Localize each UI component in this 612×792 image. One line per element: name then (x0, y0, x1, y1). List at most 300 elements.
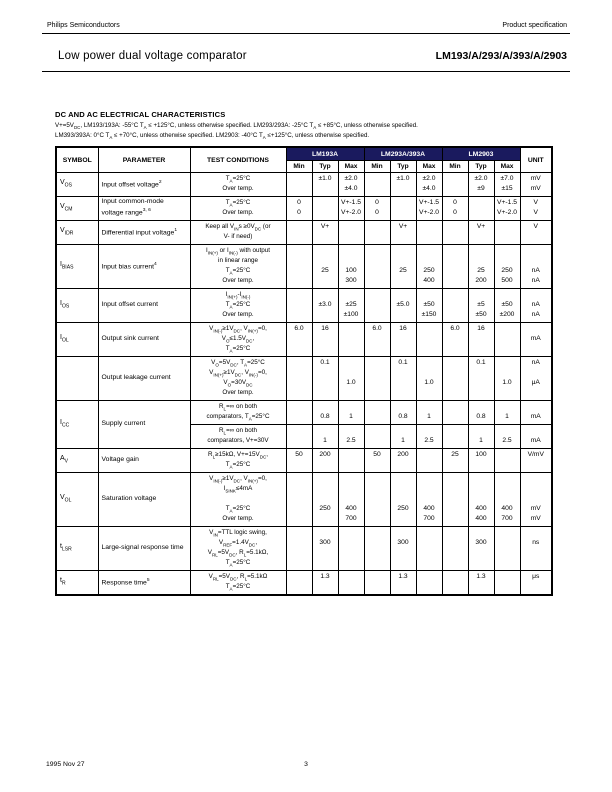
value-line (313, 484, 338, 494)
value-cell (442, 172, 468, 196)
parameter-cell: Output sink current (98, 322, 190, 356)
value-cell (416, 322, 442, 356)
value-cell (494, 244, 520, 288)
value-cell (494, 322, 520, 356)
unit-line (521, 368, 552, 378)
value-line (287, 290, 312, 300)
value-line (391, 368, 416, 378)
value-cell (494, 448, 520, 472)
conditions-cell (190, 220, 286, 244)
value-line (417, 460, 442, 470)
value-line (417, 426, 442, 436)
value-line: ±50 (501, 300, 513, 308)
value-cell (338, 196, 364, 220)
value-cell (442, 570, 468, 595)
value-line: 2.5 (424, 436, 434, 444)
unit-line (521, 548, 552, 558)
condition-line: $V_{IN(-)}\ge 1V_{DC}$, $V_{IN(+)}=0$, (209, 324, 267, 334)
value-cell (416, 400, 442, 424)
value-line (443, 474, 468, 484)
value-cell (442, 448, 468, 472)
value-cell (312, 472, 338, 526)
value-line (339, 358, 364, 368)
value-line: V+ (398, 222, 408, 230)
value-line (391, 208, 416, 218)
parameter-cell: Differential input voltage$^1$ (98, 220, 190, 244)
value-cell (312, 322, 338, 356)
value-line: 1.3 (320, 572, 330, 580)
conditions-cell (190, 570, 286, 595)
condition-line: comparators, $T_A=25^\circ C$ (206, 412, 270, 422)
unit-line: V/mV (527, 450, 544, 458)
value-line (495, 402, 520, 412)
value-line (365, 378, 390, 388)
value-line (287, 558, 312, 568)
value-line: ±3.0 (318, 300, 332, 308)
value-cell (494, 472, 520, 526)
parameter-cell: Voltage gain (98, 448, 190, 472)
unit-cell (520, 400, 552, 424)
value-cell (442, 220, 468, 244)
value-cell (338, 448, 364, 472)
value-line (391, 310, 416, 320)
value-line: 25 (321, 266, 329, 274)
value-cell (338, 570, 364, 595)
value-line (469, 368, 494, 378)
value-line (287, 572, 312, 582)
value-line: 100 (345, 266, 357, 274)
conditions-cell (190, 322, 286, 356)
conditions-cell (190, 472, 286, 526)
value-line (469, 334, 494, 344)
value-line (365, 368, 390, 378)
table-row (56, 196, 552, 220)
value-line (339, 324, 364, 334)
value-cell (312, 220, 338, 244)
condition-line: Over temp. (222, 184, 254, 192)
conditions-cell (190, 424, 286, 448)
symbol-cell: $V_{OL}$ (56, 472, 98, 526)
value-line (339, 426, 364, 436)
table-row (56, 356, 552, 400)
value-line (469, 232, 494, 242)
unit-line (521, 484, 552, 494)
unit-line: nA (531, 310, 540, 318)
value-line (365, 232, 390, 242)
value-line (287, 334, 312, 344)
conditions-cell (190, 288, 286, 322)
value-line (391, 290, 416, 300)
value-line (417, 222, 442, 232)
value-line: 250 (423, 266, 435, 274)
value-line (443, 266, 468, 276)
value-line (391, 378, 416, 388)
value-line (365, 358, 390, 368)
value-cell (364, 526, 390, 570)
condition-line: $T_A=25^\circ C$ (225, 174, 251, 184)
subcol-min: Min (286, 160, 312, 172)
value-line (443, 358, 468, 368)
value-cell (338, 244, 364, 288)
value-cell (390, 526, 416, 570)
value-cell (312, 196, 338, 220)
value-line: ±4.0 (344, 184, 358, 192)
value-line (495, 246, 520, 256)
value-cell (442, 244, 468, 288)
unit-line: mA (530, 436, 541, 444)
value-line: 200 (475, 276, 487, 284)
unit-line (521, 474, 552, 484)
condition-line: Over temp. (222, 310, 254, 318)
value-line (469, 256, 494, 266)
value-line (287, 412, 312, 422)
value-line (391, 474, 416, 484)
value-line (365, 514, 390, 524)
value-line (495, 222, 520, 232)
symbol-cell (56, 356, 98, 400)
unit-cell (520, 196, 552, 220)
value-line (391, 388, 416, 398)
value-cell (442, 400, 468, 424)
table-row (56, 244, 552, 288)
unit-line (521, 426, 552, 436)
value-line (391, 184, 416, 194)
value-line: 6.0 (372, 324, 382, 332)
value-cell (312, 570, 338, 595)
group-header-lm2903: LM2903 (442, 147, 520, 160)
value-cell (416, 288, 442, 322)
unit-line: μA (531, 378, 540, 386)
value-line: 2.5 (346, 436, 356, 444)
value-line (365, 300, 390, 310)
value-line (443, 222, 468, 232)
unit-line (521, 460, 552, 470)
value-cell (390, 472, 416, 526)
value-line: 300 (319, 538, 331, 546)
value-line (365, 460, 390, 470)
value-line (443, 484, 468, 494)
value-line: 0 (375, 208, 379, 216)
value-line: ±2.0 (474, 174, 488, 182)
value-cell (338, 322, 364, 356)
value-line (495, 388, 520, 398)
conditions-cell (190, 400, 286, 424)
value-line (391, 460, 416, 470)
value-line: 400 (345, 504, 357, 512)
value-line (495, 572, 520, 582)
value-line (287, 344, 312, 354)
value-cell (338, 472, 364, 526)
value-line (443, 436, 468, 446)
condition-line: $V_{IN(+)}\ge 1V_{DC}$, $V_{IN(-)}=0$, (209, 368, 267, 378)
value-cell (364, 472, 390, 526)
unit-line: nA (531, 358, 540, 366)
symbol-cell: $I_{BIAS}$ (56, 244, 98, 288)
value-line (391, 246, 416, 256)
value-line (339, 256, 364, 266)
value-line: V+ (476, 222, 486, 230)
parameter-cell: Input common-mode voltage range$^{3, 6}$ (98, 196, 190, 220)
value-line (443, 378, 468, 388)
value-line: ±5 (477, 300, 485, 308)
condition-line: $T_A=25^\circ C$ (225, 582, 251, 592)
title-rule (42, 71, 570, 72)
value-line (287, 460, 312, 470)
value-line (313, 368, 338, 378)
parameter-cell: Response time$^5$ (98, 570, 190, 595)
condition-line: $V_O\le 1.5V_{DC}$, (221, 334, 255, 344)
value-cell (364, 356, 390, 400)
value-line: 16 (399, 324, 407, 332)
value-line (339, 388, 364, 398)
value-cell (364, 220, 390, 244)
value-line (391, 548, 416, 558)
subcol-min: Min (364, 160, 390, 172)
value-cell (416, 472, 442, 526)
value-line: 400 (423, 276, 435, 284)
value-line (495, 548, 520, 558)
value-line: 1 (479, 436, 483, 444)
condition-line: Keep all $V_{IN}s \ge 0V_{DC}$ (or (205, 222, 271, 232)
doc-title: Low power dual voltage comparator (58, 50, 247, 62)
value-line (391, 232, 416, 242)
value-line (417, 558, 442, 568)
condition-line: $T_A=25^\circ C$ (225, 344, 251, 354)
value-line: ±200 (499, 310, 515, 318)
value-line: 0.1 (398, 358, 408, 366)
value-cell (390, 570, 416, 595)
value-line (417, 450, 442, 460)
value-cell (338, 400, 364, 424)
value-line (287, 184, 312, 194)
value-line: ±150 (421, 310, 437, 318)
value-cell (286, 356, 312, 400)
value-line: 25 (399, 266, 407, 274)
value-line (495, 558, 520, 568)
value-line (417, 334, 442, 344)
value-line (313, 558, 338, 568)
value-line (469, 402, 494, 412)
value-cell (338, 220, 364, 244)
symbol-cell: $I_{CC}$ (56, 400, 98, 448)
value-cell (416, 448, 442, 472)
unit-cell (520, 172, 552, 196)
value-line: 300 (475, 538, 487, 546)
value-line: 300 (397, 538, 409, 546)
value-line (313, 208, 338, 218)
value-line: 25 (451, 450, 459, 458)
value-line (339, 368, 364, 378)
value-line (365, 310, 390, 320)
value-line (443, 174, 468, 184)
value-line: 200 (319, 450, 331, 458)
value-cell (442, 196, 468, 220)
value-line (313, 310, 338, 320)
value-line (339, 548, 364, 558)
value-line (365, 558, 390, 568)
parameter-cell: Output leakage current (98, 356, 190, 400)
condition-line: $I_{IN(+)}-I_{IN(-)}$ (225, 290, 251, 300)
conditions-cell (190, 526, 286, 570)
value-line (443, 426, 468, 436)
value-line (391, 514, 416, 524)
value-line: 100 (475, 450, 487, 458)
value-cell (468, 448, 494, 472)
value-cell (312, 400, 338, 424)
unit-cell (520, 424, 552, 448)
value-line (469, 582, 494, 592)
value-cell (416, 424, 442, 448)
value-line (365, 504, 390, 514)
value-line (417, 582, 442, 592)
unit-line (521, 528, 552, 538)
value-line: 1.0 (346, 378, 356, 386)
value-line (469, 548, 494, 558)
value-cell (364, 424, 390, 448)
value-line: 6.0 (294, 324, 304, 332)
value-line (391, 276, 416, 286)
table-row (56, 220, 552, 244)
value-line: ±4.0 (422, 184, 436, 192)
condition-line (191, 494, 286, 504)
value-cell (494, 424, 520, 448)
unit-line (521, 344, 552, 354)
value-line: 0.8 (320, 412, 330, 420)
value-cell (390, 448, 416, 472)
value-line (417, 494, 442, 504)
value-line: 400 (423, 504, 435, 512)
value-line: ±100 (343, 310, 359, 318)
value-line (495, 256, 520, 266)
conditions-cell (190, 172, 286, 196)
value-line (391, 484, 416, 494)
value-line: 1.3 (398, 572, 408, 580)
value-cell (390, 172, 416, 196)
value-line (339, 450, 364, 460)
value-cell (286, 220, 312, 244)
value-cell (338, 172, 364, 196)
unit-line (521, 246, 552, 256)
unit-line (521, 582, 552, 592)
value-cell (468, 322, 494, 356)
value-line (339, 344, 364, 354)
value-line: ±50 (423, 300, 435, 308)
value-cell (442, 472, 468, 526)
value-line: ±1.0 (396, 174, 410, 182)
value-line: 50 (295, 450, 303, 458)
value-line: V+-1.5 (419, 198, 439, 206)
unit-cell (520, 288, 552, 322)
unit-cell (520, 244, 552, 288)
value-line (365, 572, 390, 582)
unit-line (521, 402, 552, 412)
value-line (391, 528, 416, 538)
value-line (495, 450, 520, 460)
conditions-cell (190, 448, 286, 472)
value-line (365, 548, 390, 558)
col-header-symbol: SYMBOL (56, 147, 98, 172)
value-line (287, 388, 312, 398)
value-line (365, 174, 390, 184)
value-line (287, 494, 312, 504)
symbol-cell: $V_{IDR}$ (56, 220, 98, 244)
footer-date: 1995 Nov 27 (46, 761, 85, 768)
condition-line: $T_A=25^\circ C$ (225, 558, 251, 568)
unit-line (521, 324, 552, 334)
value-line (391, 558, 416, 568)
symbol-cell: $t_{LSR}$ (56, 526, 98, 570)
unit-line: nA (531, 300, 540, 308)
value-cell (364, 322, 390, 356)
value-line: 700 (501, 514, 513, 522)
value-cell (468, 196, 494, 220)
value-line: 6.0 (450, 324, 460, 332)
value-line (287, 276, 312, 286)
value-cell (494, 196, 520, 220)
value-line (365, 334, 390, 344)
value-cell (442, 288, 468, 322)
value-line (443, 528, 468, 538)
unit-cell (520, 356, 552, 400)
value-line: 0 (453, 198, 457, 206)
condition-line: $V_{IN(-)}\ge 1V_{DC}$, $V_{IN(+)}=0$, (209, 474, 267, 484)
value-cell (468, 526, 494, 570)
value-line (339, 538, 364, 548)
parameter-cell: Supply current (98, 400, 190, 448)
unit-line: mV (530, 174, 541, 182)
value-line (365, 388, 390, 398)
value-line (339, 402, 364, 412)
value-line (443, 246, 468, 256)
value-cell (312, 424, 338, 448)
value-line: 250 (501, 266, 513, 274)
value-line (365, 426, 390, 436)
symbol-cell: $A_V$ (56, 448, 98, 472)
value-line (417, 232, 442, 242)
conditions-note-line1: $V+=5V_{DC}$, LM193/193A: -55°C $T_A \le +125^\circ C$, unless otherwise specified. LM293/293A: -25°C $T_A \le +85^\circ C$, unless otherwise specified. (55, 122, 418, 131)
value-line (313, 184, 338, 194)
value-line: 0 (453, 208, 457, 216)
col-header-parameter: PARAMETER (98, 147, 190, 172)
value-line: 1.3 (476, 572, 486, 580)
title-row (42, 34, 570, 71)
value-line (313, 388, 338, 398)
value-line (417, 538, 442, 548)
value-line (391, 344, 416, 354)
subcol-max: Max (494, 160, 520, 172)
value-line (339, 572, 364, 582)
value-line: ±5.0 (396, 300, 410, 308)
value-line (287, 504, 312, 514)
value-cell (390, 322, 416, 356)
value-line (339, 474, 364, 484)
value-line (495, 426, 520, 436)
value-line (365, 494, 390, 504)
value-cell (442, 322, 468, 356)
value-line (287, 358, 312, 368)
value-line: 0.1 (476, 358, 486, 366)
value-cell (390, 288, 416, 322)
table-row (56, 472, 552, 526)
value-line (417, 324, 442, 334)
condition-line: $V_{RL}=5V_{DC}$, $R_L=5.1k\Omega$ (208, 572, 268, 582)
value-line (339, 528, 364, 538)
value-line (495, 582, 520, 592)
value-line (339, 290, 364, 300)
condition-line: $T_A=25^\circ C$ (225, 460, 251, 470)
value-line (469, 426, 494, 436)
value-line (287, 232, 312, 242)
